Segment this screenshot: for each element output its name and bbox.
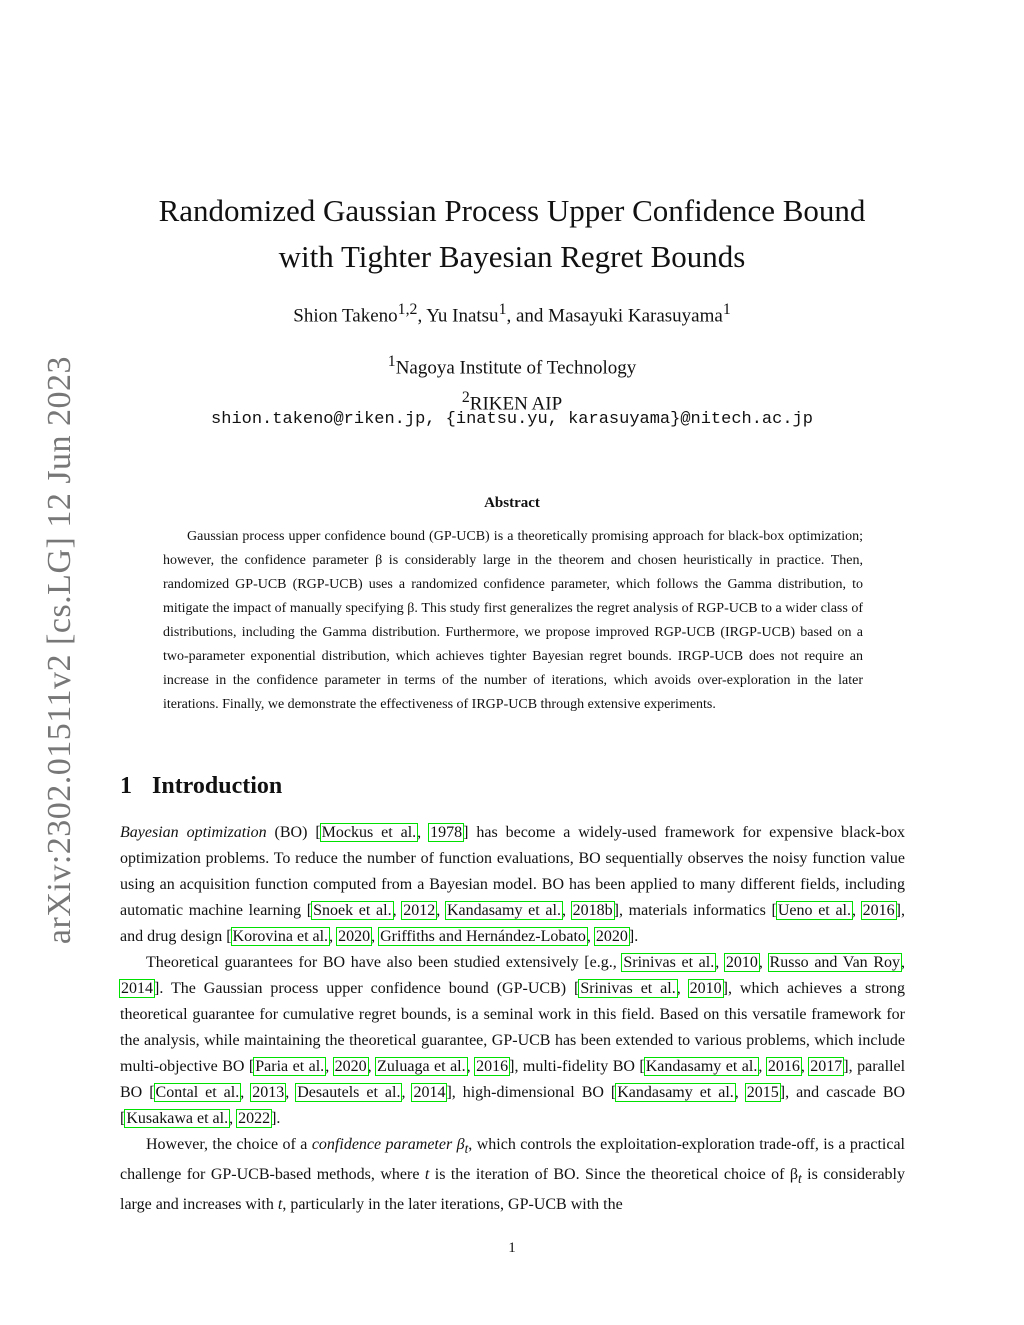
citation-link[interactable]: Mockus et al. (321, 824, 417, 841)
math-subscript: t (464, 1141, 469, 1157)
author-affiliation-sup: 1 (722, 301, 731, 318)
citation-link[interactable]: 2020 (595, 928, 628, 945)
citation-link[interactable]: Russo and Van Roy (769, 954, 901, 971)
emphasis-text: confidence parameter β (311, 1136, 465, 1153)
citation-link[interactable]: Kandasamy et al. (645, 1058, 758, 1075)
text-run: , (466, 1058, 476, 1075)
citation-link[interactable]: 2020 (338, 928, 371, 945)
author-list: Shion Takeno$^{1,2}$, Yu Inatsu$^1$, and Masayuki Karasuyama$^1$ (293, 301, 731, 327)
text-run: ], high-dimensional BO [ (446, 1084, 617, 1101)
paragraph-2 (120, 950, 905, 1132)
math-subscript: t (798, 1171, 802, 1187)
affiliation-name: Nagoya Institute of Technology (395, 357, 637, 379)
citation-link[interactable]: Srinivas et al. (623, 954, 715, 971)
text-run: ], multi-fidelity BO [ (509, 1058, 645, 1075)
citation-link[interactable]: 2014 (121, 980, 153, 997)
emphasis-text: Bayesian optimization (120, 824, 267, 841)
citation-link[interactable]: 2010 (725, 954, 758, 971)
math-variable: t (424, 1166, 430, 1184)
text-run: , (401, 1084, 413, 1101)
citation-link[interactable]: Ueno et al. (777, 902, 851, 919)
citation-link[interactable]: 2016 (862, 902, 895, 919)
text-run: However, the choice of a (146, 1136, 312, 1153)
affiliation-name: RIKEN AIP (469, 393, 563, 415)
author-affiliation-sup: 1,2 (397, 301, 418, 318)
section-body (120, 820, 905, 1218)
text-run: Theoretical guarantees for BO have also been studied extensively [e.g., (146, 954, 623, 971)
text-run: , (734, 1084, 746, 1101)
citation-link[interactable]: 1978 (430, 824, 463, 841)
text-run: , (392, 902, 403, 919)
author-emails: shion.takeno@riken.jp, {inatsu.yu, karasuyama}@nitech.ac.jp (211, 410, 813, 429)
text-run: , (676, 980, 689, 997)
text-run: , (325, 1058, 334, 1075)
citation-link[interactable]: 2012 (403, 902, 436, 919)
affiliations (0, 347, 1024, 420)
citation-link[interactable]: 2018b (572, 902, 613, 919)
text-run: ], which achieves a strong theoretical guarantee for cumulative regret bounds, is a seminal work in this field. Based on this versatile framework for the analysis, while maintaining the theoretical guarantee, GP-UCB has been extended to various problems, which include multi-objective BO [ (120, 980, 906, 1075)
text-run: , (586, 928, 595, 945)
author-name: Masayuki Karasuyama (548, 305, 723, 327)
text-run: is considerably large and increases with (120, 1166, 906, 1214)
affiliation-sup: 2 (461, 389, 470, 407)
text-run: , (901, 954, 906, 971)
citation-link[interactable]: Paria et al. (255, 1058, 325, 1075)
text-run: , (715, 954, 725, 971)
abstract-heading: Abstract (484, 495, 540, 511)
text-run: , (800, 1058, 810, 1075)
text-run: , (758, 1058, 767, 1075)
paragraph-3 (120, 1132, 905, 1218)
text-run: , (367, 1058, 377, 1075)
citation-link[interactable]: 2016 (767, 1058, 800, 1075)
author-separator: , and (506, 305, 549, 327)
text-run: , (561, 902, 572, 919)
author-name: Yu Inatsu (426, 305, 499, 327)
arxiv-identifier-stamp: arXiv:2302.01511v2 [cs.LG] 12 Jun 2023 (41, 355, 78, 945)
text-run: , (329, 928, 338, 945)
citation-link[interactable]: 2013 (252, 1084, 285, 1101)
text-run: , (285, 1084, 297, 1101)
text-run: , (240, 1084, 252, 1101)
citation-link[interactable]: 2015 (746, 1084, 779, 1101)
text-run: ]. (628, 928, 639, 945)
section-heading (120, 773, 282, 800)
citation-link[interactable]: 2010 (689, 980, 722, 997)
text-run: , (436, 902, 446, 919)
section-number: 1 (120, 773, 132, 799)
citation-link[interactable]: Snoek et al. (313, 902, 392, 919)
text-run: ], and cascade BO [ (120, 1084, 906, 1127)
text-run: , (417, 824, 430, 841)
citation-link[interactable]: Griffiths and Hernández-Lobato (380, 928, 586, 945)
citation-link[interactable]: Kandasamy et al. (617, 1084, 734, 1101)
citation-link[interactable]: Contal et al. (155, 1084, 240, 1101)
citation-link[interactable]: 2017 (810, 1058, 843, 1075)
author-affiliation-sup: 1 (498, 301, 507, 318)
citation-link[interactable]: Zuluaga et al. (377, 1058, 466, 1075)
text-run: , particularly in the later iterations, GP-UCB with the (282, 1196, 623, 1214)
citation-link[interactable]: Srinivas et al. (580, 980, 676, 997)
text-run: , (758, 954, 769, 971)
section-title: Introduction (152, 773, 283, 799)
math-variable: t (277, 1196, 283, 1214)
abstract-text: Gaussian process upper confidence bound (GP-UCB) is a theoretically promising approach for black-box optimization; however, the confidence parameter β is considerably large in the theorem and chosen heuristically in practice. Then, randomized GP-UCB (RGP-UCB) uses a randomized confidence parameter, which follows the Gamma distribution, to mitigate the impact of manually specifying β. This study first generalizes the regret analysis of RGP-UCB to a wider class of distributions, including the Gamma distribution. Furthermore, we propose improved RGP-UCB (IRGP-UCB) based on a two-parameter exponential distribution, which achieves tighter Bayesian regret bounds. IRGP-UCB does not require an increase in the confidence parameter in terms of the number of iterations, which avoids over-exploration in the later iterations. Finally, we demonstrate the effectiveness of IRGP-UCB through extensive experiments. (163, 529, 863, 712)
citation-link[interactable]: Korovina et al. (232, 928, 329, 945)
text-run: , (229, 1110, 238, 1127)
citation-link[interactable]: Desautels et al. (297, 1084, 401, 1101)
text-run: ], materials informatics [ (613, 902, 777, 919)
title-line-2: with Tighter Bayesian Regret Bounds (278, 239, 746, 274)
title-line-1: Randomized Gaussian Process Upper Confidence Bound (158, 193, 866, 228)
affiliation-sup: 1 (387, 353, 396, 370)
citation-link[interactable]: 2022 (238, 1110, 271, 1127)
citation-link[interactable]: 2020 (334, 1058, 367, 1075)
text-run: , (371, 928, 380, 945)
text-run: ]. (271, 1110, 281, 1127)
text-run: ], and drug design [ (120, 902, 905, 945)
text-run: is the iteration of BO. Since the theoretical choice of β (429, 1166, 799, 1184)
text-run: ], parallel BO [ (120, 1058, 906, 1101)
paragraph-1 (120, 820, 905, 950)
text-run: , which controls the exploitation-exploration trade-off, is a practical challenge for GP-UCB-based methods, where (120, 1136, 905, 1184)
author-name: Shion Takeno (293, 305, 398, 327)
citation-link[interactable]: Kandasamy et al. (446, 902, 561, 919)
text-run: , (851, 902, 862, 919)
affiliation-1 (0, 347, 1024, 383)
text-run: ]. The Gaussian process upper confidence bound (GP-UCB) [ (154, 980, 580, 997)
text-run: (BO) [ (266, 824, 321, 841)
page-number: 1 (508, 1240, 516, 1256)
citation-link[interactable]: Kusakawa et al. (126, 1110, 229, 1127)
citation-link[interactable]: 2016 (476, 1058, 509, 1075)
paper-title (0, 188, 1024, 280)
citation-link[interactable]: 2014 (413, 1084, 446, 1101)
text-run: ] has become a widely-used framework for expensive black-box optimization problems. To reduce the number of function evaluations, BO sequentially observes the noisy function value using an acquisition function computed from a Bayesian model. BO has been applied to many different fields, including automatic machine learning [ (120, 824, 906, 919)
